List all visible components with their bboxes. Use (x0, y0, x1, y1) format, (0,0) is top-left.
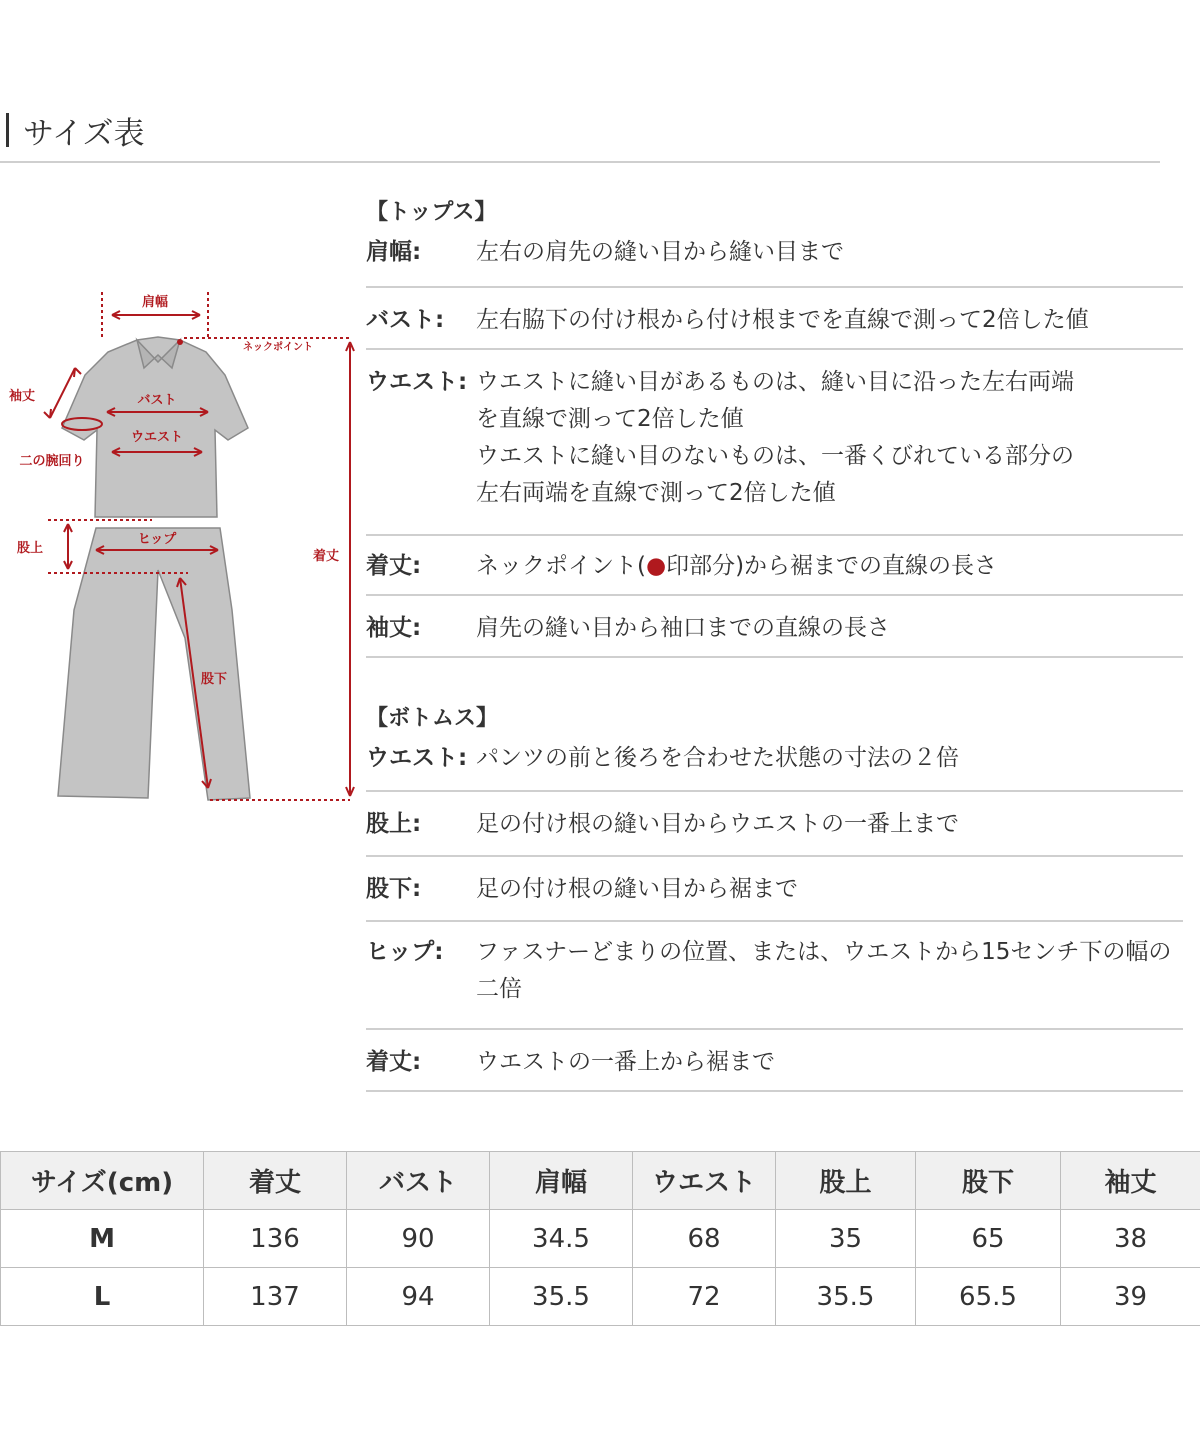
definition: 足の付け根の縫い目からウエストの一番上まで (476, 811, 959, 837)
header-kitake: 着丈 (204, 1152, 347, 1210)
cell: 35.5 (490, 1268, 633, 1326)
definition (476, 548, 1183, 594)
tops-row-katahaba (366, 234, 1183, 288)
term: バスト: (366, 307, 445, 333)
page-title-text: サイズ表 (23, 115, 145, 152)
header-katahaba: 肩幅 (490, 1152, 633, 1210)
cell: 35.5 (776, 1268, 916, 1326)
label-neck-point: ネックポイント (243, 342, 313, 353)
header-mata-ue: 股上 (776, 1152, 916, 1210)
title-divider (0, 161, 1160, 163)
term: ウエスト: (366, 369, 468, 395)
definition: ファスナーどまりの位置、または、ウエストから15センチ下の幅の 二倍 (476, 939, 1172, 1002)
label-waist: ウエスト (130, 430, 184, 445)
definition: 足の付け根の縫い目から裾まで (476, 876, 798, 902)
bottoms-section-title: 【ボトムス】 (366, 706, 499, 731)
term: 股上: (366, 811, 422, 837)
term: 着丈: (366, 1049, 422, 1075)
measurement-descriptions (366, 190, 1183, 1092)
definition-post: 印部分)から裾までの直線の長さ (666, 553, 998, 579)
tops-row-waist (366, 350, 1183, 536)
cell: 39 (1061, 1268, 1200, 1326)
definition: ウエストに縫い目があるものは、縫い目に沿った左右両端 を直線で測って2倍した値 ウエストに縫い目のないものは、一番くびれている部分の 左右両端を直線で測って2倍した値 (476, 369, 1074, 506)
label-mata-shita: 股下 (200, 672, 228, 687)
label-bust: バスト (137, 393, 177, 408)
pants-shape (58, 528, 250, 800)
cell: 35 (776, 1210, 916, 1268)
cell: 94 (347, 1268, 490, 1326)
bottoms-row-kitake (366, 1030, 1183, 1092)
label-sode: 袖丈 (8, 389, 36, 404)
cell-size: L (1, 1268, 204, 1326)
tops-row-sode (366, 596, 1183, 658)
table-header-row (1, 1152, 1200, 1210)
bottoms-row-mata-shita (366, 857, 1183, 922)
bottoms-row-waist (366, 740, 1183, 792)
bottoms-row-hip (366, 922, 1183, 1030)
term: 袖丈: (366, 615, 422, 641)
term: 着丈: (366, 553, 422, 579)
header-waist: ウエスト (633, 1152, 776, 1210)
neck-point-marker (177, 339, 183, 345)
cell: 136 (204, 1210, 347, 1268)
definition: 左右の肩先の縫い目から縫い目まで (476, 239, 844, 265)
size-table (0, 1151, 1200, 1326)
definition: パンツの前と後ろを合わせた状態の寸法の２倍 (476, 745, 959, 771)
header-bust: バスト (347, 1152, 490, 1210)
cell-size: M (1, 1210, 204, 1268)
label-hip: ヒップ (137, 532, 177, 547)
term: 股下: (366, 876, 422, 902)
cell: 72 (633, 1268, 776, 1326)
tops-section-title: 【トップス】 (366, 200, 497, 225)
cell: 34.5 (490, 1210, 633, 1268)
neck-point-dot: ● (645, 553, 667, 579)
cell: 137 (204, 1268, 347, 1326)
definition: 左右脇下の付け根から付け根までを直線で測って2倍した値 (476, 307, 1089, 333)
label-katahaba: 肩幅 (141, 295, 169, 310)
term: 肩幅: (366, 239, 422, 265)
table-row (1, 1268, 1200, 1326)
header-sode: 袖丈 (1061, 1152, 1200, 1210)
label-nino: 二の腕回り (19, 454, 85, 469)
cell: 65 (916, 1210, 1061, 1268)
measurement-diagram (0, 280, 360, 810)
definition: ウエストの一番上から裾まで (476, 1049, 775, 1075)
definition: 肩先の縫い目から袖口までの直線の長さ (476, 615, 890, 641)
label-kitake: 着丈 (312, 549, 340, 564)
bottoms-row-mata-ue (366, 792, 1183, 857)
top-garment-shape (62, 337, 248, 517)
header-size: サイズ(cm) (1, 1152, 204, 1210)
cell: 65.5 (916, 1268, 1061, 1326)
table-row (1, 1210, 1200, 1268)
page-title (0, 108, 145, 152)
cell: 90 (347, 1210, 490, 1268)
header-mata-shita: 股下 (916, 1152, 1061, 1210)
tops-row-kitake (366, 536, 1183, 596)
tops-row-bust (366, 288, 1183, 350)
cell: 38 (1061, 1210, 1200, 1268)
term: ウエスト: (366, 745, 468, 771)
term: ヒップ: (366, 939, 444, 965)
cell: 68 (633, 1210, 776, 1268)
label-mata-ue: 股上 (16, 541, 44, 556)
definition-pre: ネックポイント( (476, 553, 646, 579)
title-bar (6, 113, 9, 147)
